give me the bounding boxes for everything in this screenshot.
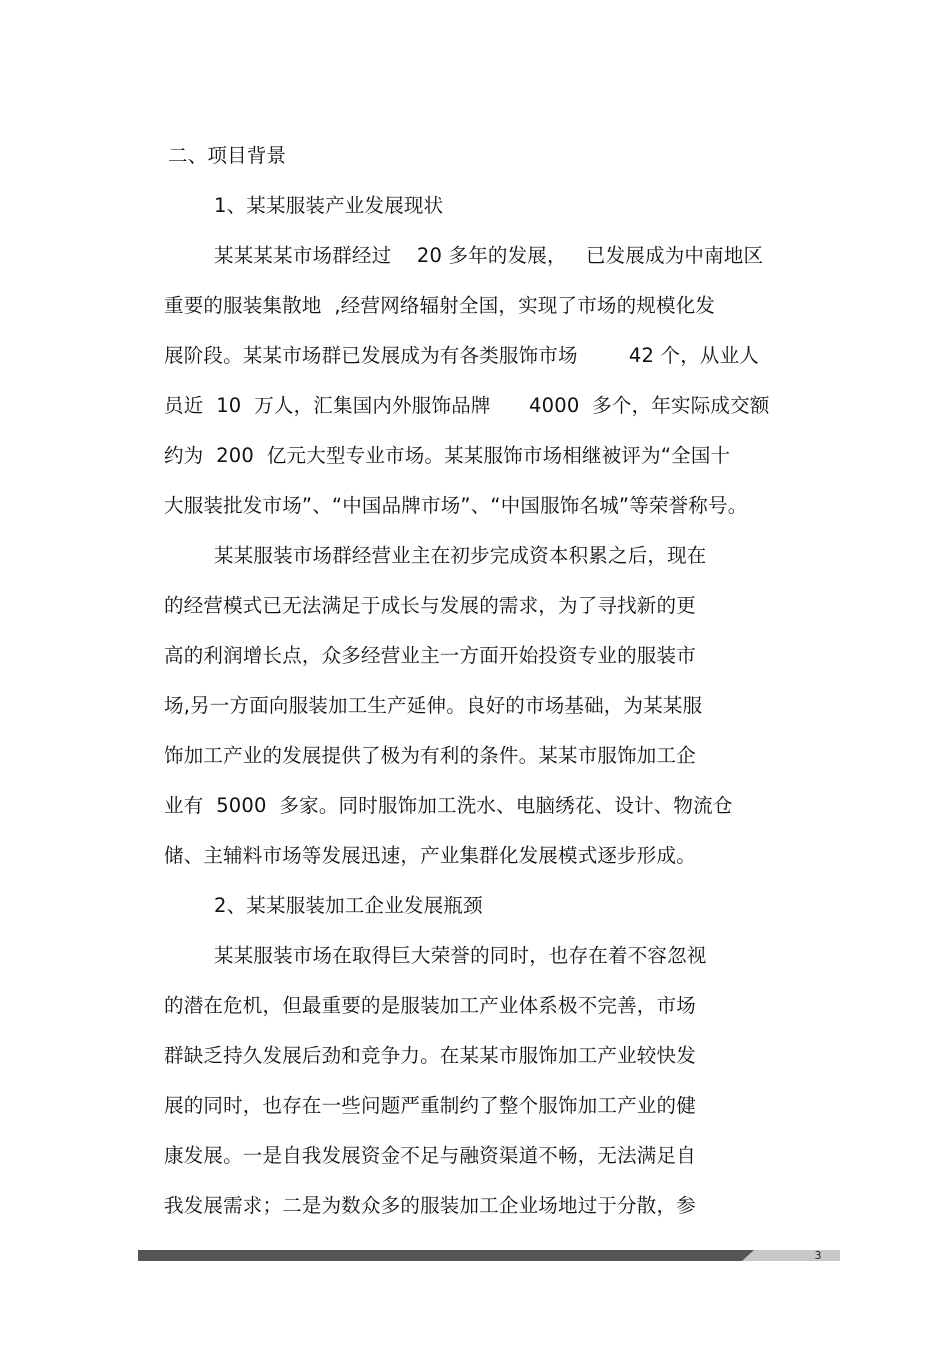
subsection-title-2: 2、某某服装加工企业发展瓶颈 (214, 894, 483, 917)
paragraph-3-line-5: 康发展。一是自我发展资金不足与融资渠道不畅，无法满足自 (164, 1144, 696, 1167)
paragraph-2-line-3: 高的利润增长点，众多经营业主一方面开始投资专业的服装市 (164, 644, 696, 667)
paragraph-1-line-4: 员近 10 万人，汇集国内外服饰品牌 4000 多个，年实际成交额 (164, 394, 770, 417)
subsection-title-1: 1、某某服装产业发展现状 (214, 194, 444, 217)
paragraph-3-line-6: 我发展需求；二是为数众多的服装加工企业场地过于分散，参 (164, 1194, 696, 1217)
paragraph-2-line-6: 业有 5000 多家。同时服饰加工洗水、电脑绣花、设计、物流仓 (164, 794, 733, 817)
paragraph-2-line-1: 某某服装市场群经营业主在初步完成资本积累之后，现在 (214, 544, 707, 567)
section-heading: 二、项目背景 (168, 144, 287, 167)
paragraph-1-line-6: 大服装批发市场”、“中国品牌市场”、“中国服饰名城”等荣誉称号。 (164, 494, 748, 517)
paragraph-2-line-4: 场,另一方面向服装加工生产延伸。良好的市场基础，为某某服 (164, 694, 703, 717)
paragraph-1-line-1: 某某某某市场群经过 20 多年的发展， 已发展成为中南地区 (214, 244, 764, 267)
paragraph-2-line-7: 储、主辅料市场等发展迅速，产业集群化发展模式逐步形成。 (164, 844, 696, 867)
paragraph-2-line-2: 的经营模式已无法满足于成长与发展的需求，为了寻找新的更 (164, 594, 696, 617)
paragraph-3-line-3: 群缺乏持久发展后劲和竞争力。在某某市服饰加工产业较快发 (164, 1044, 696, 1067)
paragraph-2-line-5: 饰加工产业的发展提供了极为有利的条件。某某市服饰加工企 (164, 744, 696, 767)
footer-bar-dark (138, 1250, 754, 1261)
paragraph-3-line-1: 某某服装市场在取得巨大荣誉的同时，也存在着不容忽视 (214, 944, 707, 967)
footer-bar (138, 1250, 840, 1261)
paragraph-1-line-5: 约为 200 亿元大型专业市场。某某服饰市场相继被评为“全国十 (164, 444, 731, 467)
paragraph-1-line-3: 展阶段。某某市场群已发展成为有各类服饰市场 42 个，从业人 (164, 344, 759, 367)
paragraph-3-line-4: 展的同时，也存在一些问题严重制约了整个服饰加工产业的健 (164, 1094, 696, 1117)
paragraph-1-line-2: 重要的服装集散地 ,经营网络辐射全国，实现了市场的规模化发 (164, 294, 716, 317)
page-number: 3 (814, 1249, 822, 1262)
paragraph-3-line-2: 的潜在危机，但最重要的是服装加工产业体系极不完善，市场 (164, 994, 696, 1017)
